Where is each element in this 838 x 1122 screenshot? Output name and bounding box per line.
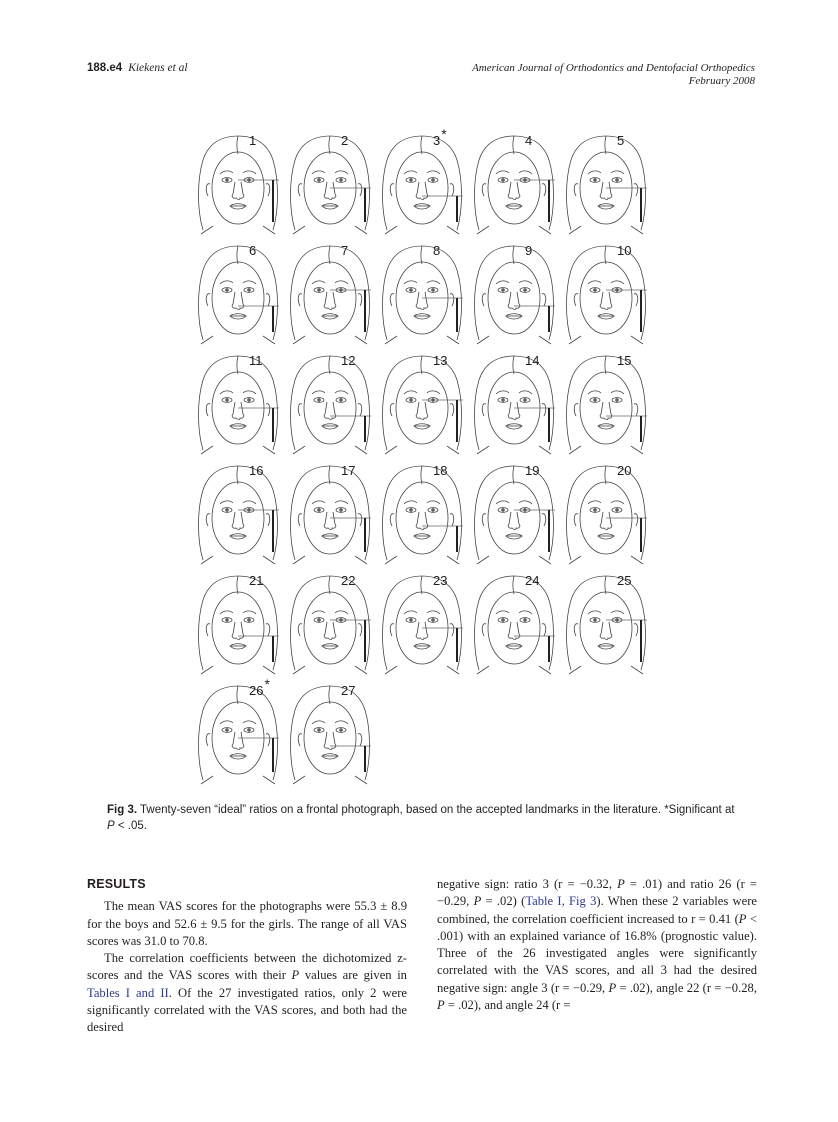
link-table-i[interactable]: Table I	[525, 894, 562, 909]
face-diagram-icon	[469, 240, 559, 348]
face-diagram-icon	[285, 130, 375, 238]
face-diagram-icon	[561, 570, 651, 678]
face-panel	[377, 570, 467, 678]
panel-number	[617, 572, 632, 588]
face-diagram-icon	[377, 460, 467, 568]
panel-number	[249, 132, 257, 148]
face-diagram-icon	[469, 130, 559, 238]
panel-number	[433, 242, 441, 258]
running-header	[87, 60, 755, 92]
caption-text-2: < .05.	[114, 820, 147, 832]
p-symbol: P	[738, 911, 747, 926]
face-panel	[285, 680, 375, 788]
face-diagram-icon	[193, 130, 283, 238]
face-panel	[285, 130, 375, 238]
face-diagram-icon	[285, 240, 375, 348]
panel-number	[525, 572, 540, 588]
section-heading-results: RESULTS	[87, 877, 146, 891]
text: ). When these 2 variables were combined, the correlation coefficient increased to r = 0.41 (	[437, 894, 757, 926]
paragraph-vas-scores: The mean VAS scores for the photographs were 55.3 ± 8.9 for the boys and 52.6 ± 9.5 for the girls. The range of all VAS scores was 31.0 to 70.8.	[87, 899, 407, 948]
face-diagram-icon	[561, 350, 651, 458]
p-symbol: P	[608, 980, 617, 995]
panel-number	[433, 462, 448, 478]
face-panel	[561, 130, 651, 238]
panel-number	[249, 242, 257, 258]
panel-number	[617, 242, 632, 258]
face-panel	[285, 570, 375, 678]
panel-number	[617, 132, 625, 148]
panel-label: 14	[525, 353, 540, 368]
journal-title: American Journal of Orthodontics and Dentofacial Orthopedics	[472, 62, 755, 74]
face-diagram-icon	[193, 240, 283, 348]
panel-label: 15	[617, 353, 632, 368]
face-diagram-icon	[561, 460, 651, 568]
panel-label: 26	[249, 683, 264, 698]
panel-number	[617, 352, 632, 368]
page-number: 188.e4	[87, 62, 123, 74]
panel-number	[525, 462, 540, 478]
face-diagram-icon	[193, 460, 283, 568]
face-panel	[377, 126, 467, 238]
p-symbol: P	[291, 968, 300, 983]
panel-label: 7	[341, 243, 349, 258]
paragraph-correlations	[87, 950, 407, 1036]
panel-label: 9	[525, 243, 533, 258]
link-separator: ,	[561, 894, 569, 909]
face-diagram-icon	[377, 570, 467, 678]
panel-number	[525, 352, 540, 368]
panel-label: 10	[617, 243, 632, 258]
face-diagram-icon	[561, 130, 651, 238]
panel-number	[341, 242, 349, 258]
panel-label: 27	[341, 683, 356, 698]
panel-label: 19	[525, 463, 540, 478]
face-diagram-icon	[377, 350, 467, 458]
panel-number	[249, 352, 264, 368]
text: = .01) and ratio 26 (r = −0.29,	[437, 877, 757, 909]
panel-label: 4	[525, 133, 533, 148]
face-panel	[469, 460, 559, 568]
face-diagram-icon	[469, 460, 559, 568]
face-panel	[193, 460, 283, 568]
panel-label: 5	[617, 133, 625, 148]
panel-label: 17	[341, 463, 356, 478]
panel-number	[249, 462, 264, 478]
p-symbol: P	[473, 894, 482, 909]
panel-number	[617, 462, 632, 478]
panel-number	[433, 126, 447, 148]
panel-label: 20	[617, 463, 632, 478]
face-panel	[193, 240, 283, 348]
significance-star: *	[441, 126, 447, 142]
text: = .02), angle 22 (r = −0.28,	[616, 980, 757, 995]
face-diagram-icon	[561, 240, 651, 348]
face-panel	[469, 350, 559, 458]
panel-label: 21	[249, 573, 264, 588]
link-fig-3[interactable]: Fig 3	[569, 894, 597, 909]
caption-p-symbol: P	[107, 820, 115, 832]
panel-label: 23	[433, 573, 448, 588]
face-panel	[561, 460, 651, 568]
panel-number	[341, 462, 356, 478]
face-panel	[377, 350, 467, 458]
face-panel	[469, 130, 559, 238]
panel-label: 24	[525, 573, 540, 588]
panel-number	[341, 132, 349, 148]
running-authors: Kiekens et al	[128, 62, 188, 74]
face-diagram-icon	[377, 240, 467, 348]
face-diagram-icon	[285, 680, 375, 788]
header-left	[87, 62, 188, 74]
text: < .001) with an explained variance of 16.8% (prognostic value). Three of the 26 investigated angles were significantly correlated with the VAS scores, and all 3 had the desired negative sign: angle 3 (r = −0.29,	[437, 911, 757, 995]
panel-label: 2	[341, 133, 349, 148]
face-panel	[193, 570, 283, 678]
p-symbol: P	[437, 998, 445, 1013]
panel-label: 18	[433, 463, 448, 478]
panel-number	[433, 352, 448, 368]
panel-label: 16	[249, 463, 264, 478]
face-diagram-icon	[193, 570, 283, 678]
panel-number	[433, 572, 448, 588]
panel-number	[249, 676, 270, 698]
face-panel	[285, 350, 375, 458]
panel-label: 1	[249, 133, 257, 148]
figure-caption	[107, 802, 737, 834]
face-diagram-icon	[469, 570, 559, 678]
panel-number	[341, 352, 356, 368]
panel-label: 3	[433, 133, 441, 148]
face-panel	[377, 240, 467, 348]
panel-label: 22	[341, 573, 356, 588]
face-diagram-icon	[469, 350, 559, 458]
text: = .02) (	[481, 894, 526, 909]
face-panel	[561, 240, 651, 348]
face-panel	[469, 570, 559, 678]
figure-3-face-grid	[193, 126, 653, 790]
link-tables-i-ii[interactable]: Tables I and II	[87, 985, 169, 1000]
paragraph-continued	[437, 876, 757, 1014]
face-diagram-icon	[285, 350, 375, 458]
issue-date: February 2008	[688, 75, 755, 87]
face-panel	[193, 350, 283, 458]
face-panel	[193, 676, 283, 788]
face-panel	[193, 130, 283, 238]
left-column	[87, 876, 407, 1037]
panel-label: 11	[249, 353, 263, 368]
panel-number	[525, 242, 533, 258]
text: = .02), and angle 24 (r =	[444, 998, 571, 1013]
text: . Of the 27 investigated ratios, only 2 were significantly correlated with the VAS scores, and both had the desired	[87, 985, 407, 1035]
p-symbol: P	[617, 877, 625, 891]
right-column	[437, 876, 757, 1014]
header-right	[472, 62, 755, 88]
face-diagram-icon	[377, 130, 467, 238]
significance-star: *	[264, 676, 270, 692]
panel-label: 13	[433, 353, 448, 368]
panel-number	[249, 572, 264, 588]
panel-number	[525, 132, 533, 148]
text: negative sign: ratio 3 (r = −0.32,	[437, 877, 618, 891]
text: The correlation coefficients between the dichotomized z-scores and the VAS scores with their	[87, 951, 407, 983]
panel-number	[341, 572, 356, 588]
caption-text-1: Twenty-seven “ideal” ratios on a frontal photograph, based on the accepted landmarks in the literature. *Significant at	[137, 804, 735, 816]
panel-label: 8	[433, 243, 441, 258]
figure-label: Fig 3.	[107, 804, 138, 816]
face-panel	[377, 460, 467, 568]
panel-label: 6	[249, 243, 257, 258]
panel-label: 12	[341, 353, 356, 368]
face-panel	[285, 240, 375, 348]
face-panel	[285, 460, 375, 568]
face-panel	[469, 240, 559, 348]
panel-label: 25	[617, 573, 632, 588]
face-diagram-icon	[285, 570, 375, 678]
face-diagram-icon	[193, 350, 283, 458]
face-diagram-icon	[285, 460, 375, 568]
face-panel	[561, 570, 651, 678]
text: values are given in	[299, 968, 407, 983]
face-panel	[561, 350, 651, 458]
panel-number	[341, 682, 356, 698]
